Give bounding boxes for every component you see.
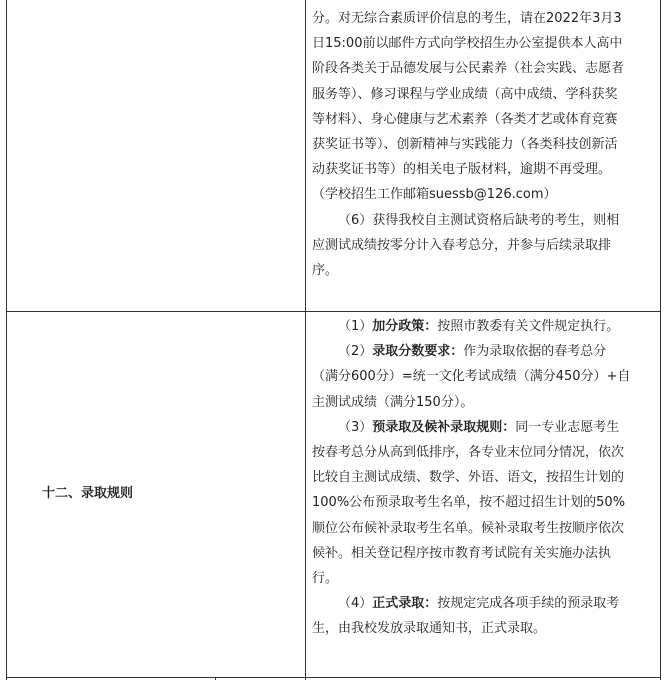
item-6-line: （6）获得我校自主测试资格后缺考的考生，则相: [338, 212, 620, 228]
section-label: 十二、录取规则: [42, 486, 134, 501]
item-4-line: 生，由我校发放录取通知书，正式录取。: [312, 621, 547, 637]
text-line: 获奖证书等）、创新精神与实践能力（各类科技创新活: [312, 137, 618, 153]
item-6-line: 应测试成绩按零分计入春考总分，并参与后续录取排: [312, 237, 612, 253]
item-3-line: 按春考总分从高到低排序，各专业末位同分情况，依次: [312, 445, 625, 461]
item-4-heading: 正式录取：: [372, 596, 438, 612]
item-2-line: 主测试成绩（满分150分）。: [312, 394, 474, 410]
email-note: （学校招生工作邮箱suessb@126.com）: [312, 187, 557, 203]
text-line: 服务等）、修习课程与学业成绩（高中成绩、学科获奖: [312, 86, 618, 102]
item-3: （3）预录取及候补录取规则：同一专业志愿考生: [338, 419, 620, 435]
item-3-heading: 预录取及候补录取规则：: [372, 419, 516, 435]
row-divider: [6, 311, 661, 312]
top-row-content: [312, 6, 657, 283]
text-line: 等材料）、身心健康与艺术素养（各类才艺或体育竞赛: [312, 111, 618, 127]
item-3-line: 100%公布预录取考生名单，按不超过招生计划的50%: [312, 495, 626, 511]
admissions-table: [6, 0, 661, 680]
item-2-heading: 录取分数要求：: [372, 344, 464, 360]
item-1: （1）加分政策：按照市教委有关文件规定执行。: [338, 319, 620, 334]
text-line: 分。对无综合素质评价信息的考生，请在2022年3月3: [312, 11, 622, 26]
section-12-content: [312, 314, 657, 642]
column-divider: [305, 0, 306, 680]
table-border-left: [6, 0, 7, 680]
table-border-right: [660, 0, 661, 680]
text-line: 日15:00前以邮件方式向学校招生办公室提供本人高中: [312, 36, 623, 52]
row-divider-bottom: [6, 677, 661, 678]
item-3-line: 顺位公布候补录取考生名单。候补录取考生按顺序依次: [312, 520, 625, 536]
text-line: 动获奖证书等）的相关电子版材料，逾期不再受理。: [312, 162, 612, 178]
item-6-line: 序。: [312, 263, 339, 279]
item-4: （4）正式录取：按规定完成各项手续的预录取考: [338, 596, 620, 612]
item-1-heading: 加分政策：: [372, 319, 438, 334]
text-line: 阶段各类关于品德发展与公民素养（社会实践、志愿者: [312, 61, 625, 77]
item-3-line: 候补。相关登记程序按市教育考试院有关实施办法执: [312, 545, 612, 561]
item-3-line: 比较自主测试成绩、数学、外语、语文，按招生计划的: [312, 470, 625, 486]
item-2: （2）录取分数要求：作为录取依据的春考总分: [338, 344, 607, 360]
item-2-line: （满分600分）=统一文化考试成绩（满分450分）+自: [312, 369, 631, 385]
item-3-line: 行。: [312, 571, 339, 587]
